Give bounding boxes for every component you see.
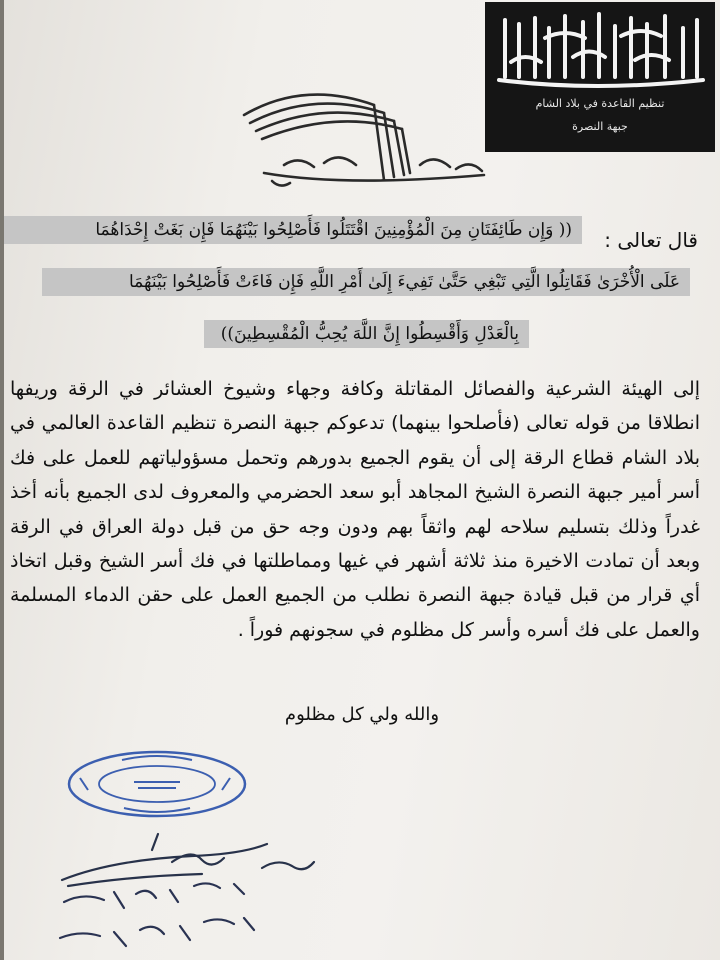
verse-line-1: (( وَإِن طَائِفَتَانِ مِنَ الْمُؤْمِنِينَ اقْتَتَلُوا فَأَصْلِحُوا بَيْنَهُمَا فَإِن بَغَتْ إِحْدَاهُمَا — [4, 216, 582, 244]
logo-group-text: جبهة النصرة — [572, 120, 628, 133]
closing-line: والله ولي كل مظلوم — [284, 704, 440, 725]
verse-line-3: بِالْعَدْلِ وَأَقْسِطُوا إِنَّ اللَّهَ يُحِبُّ الْمُقْسِطِينَ)) — [204, 320, 529, 348]
stamp-seal-icon — [62, 748, 252, 820]
verse-line-2: عَلَى الْأُخْرَىٰ فَقَاتِلُوا الَّتِي تَبْغِي حَتَّىٰ تَفِيءَ إِلَىٰ أَمْرِ اللَّهِ فَإِن فَاءَتْ فَأَصْلِحُوا بَيْنَهُمَا — [42, 268, 690, 296]
basmala-icon — [224, 85, 504, 195]
official-stamp — [62, 748, 252, 824]
verse-intro: قال تعالى : — [604, 228, 698, 252]
handwritten-dates — [44, 872, 274, 960]
basmala-calligraphy — [224, 85, 504, 199]
logo-org-text: تنظيم القاعدة في بلاد الشام — [535, 97, 665, 110]
body-paragraph: إلى الهيئة الشرعية والفصائل المقاتلة وكافة وجهاء وشيوخ العشائر في الرقة وريفها انطلاقا من قوله تعالى (فأصلحوا بينهما) تدعوكم جبهة النصرة تنظيم القاعدة العالمي في بلاد الشام قطاع الرقة إلى أن يقوم الجميع بدورهم وتحمل مسؤولياتهم للعمل على فك أسر أمير جبهة النصرة الشيخ المجاهد أبو سعد الحضرمي والمعروف لدى الجميع بأنه أخذ غدراً وذلك بتسليم سلاحه لهم واثقاً بهم ودون وجه حق من قبل دولة العراق في الرقة وبعد أن تمادت الاخيرة منذ ثلاثة أشهر في غيها ومماطلتها في فك أسر الشيخ وقبل اتخاذ أي قرار من قبل قيادة جبهة النصرة نطلب من الجميع العمل على حقن الدماء المسلمة والعمل على فك أسره وأسر كل مظلوم في سجونهم فوراً . — [10, 378, 700, 641]
shahada-calligraphy-icon — [485, 2, 715, 97]
handwritten-date-icon — [44, 872, 274, 957]
document-page — [4, 0, 720, 960]
black-flag-logo — [485, 2, 715, 152]
